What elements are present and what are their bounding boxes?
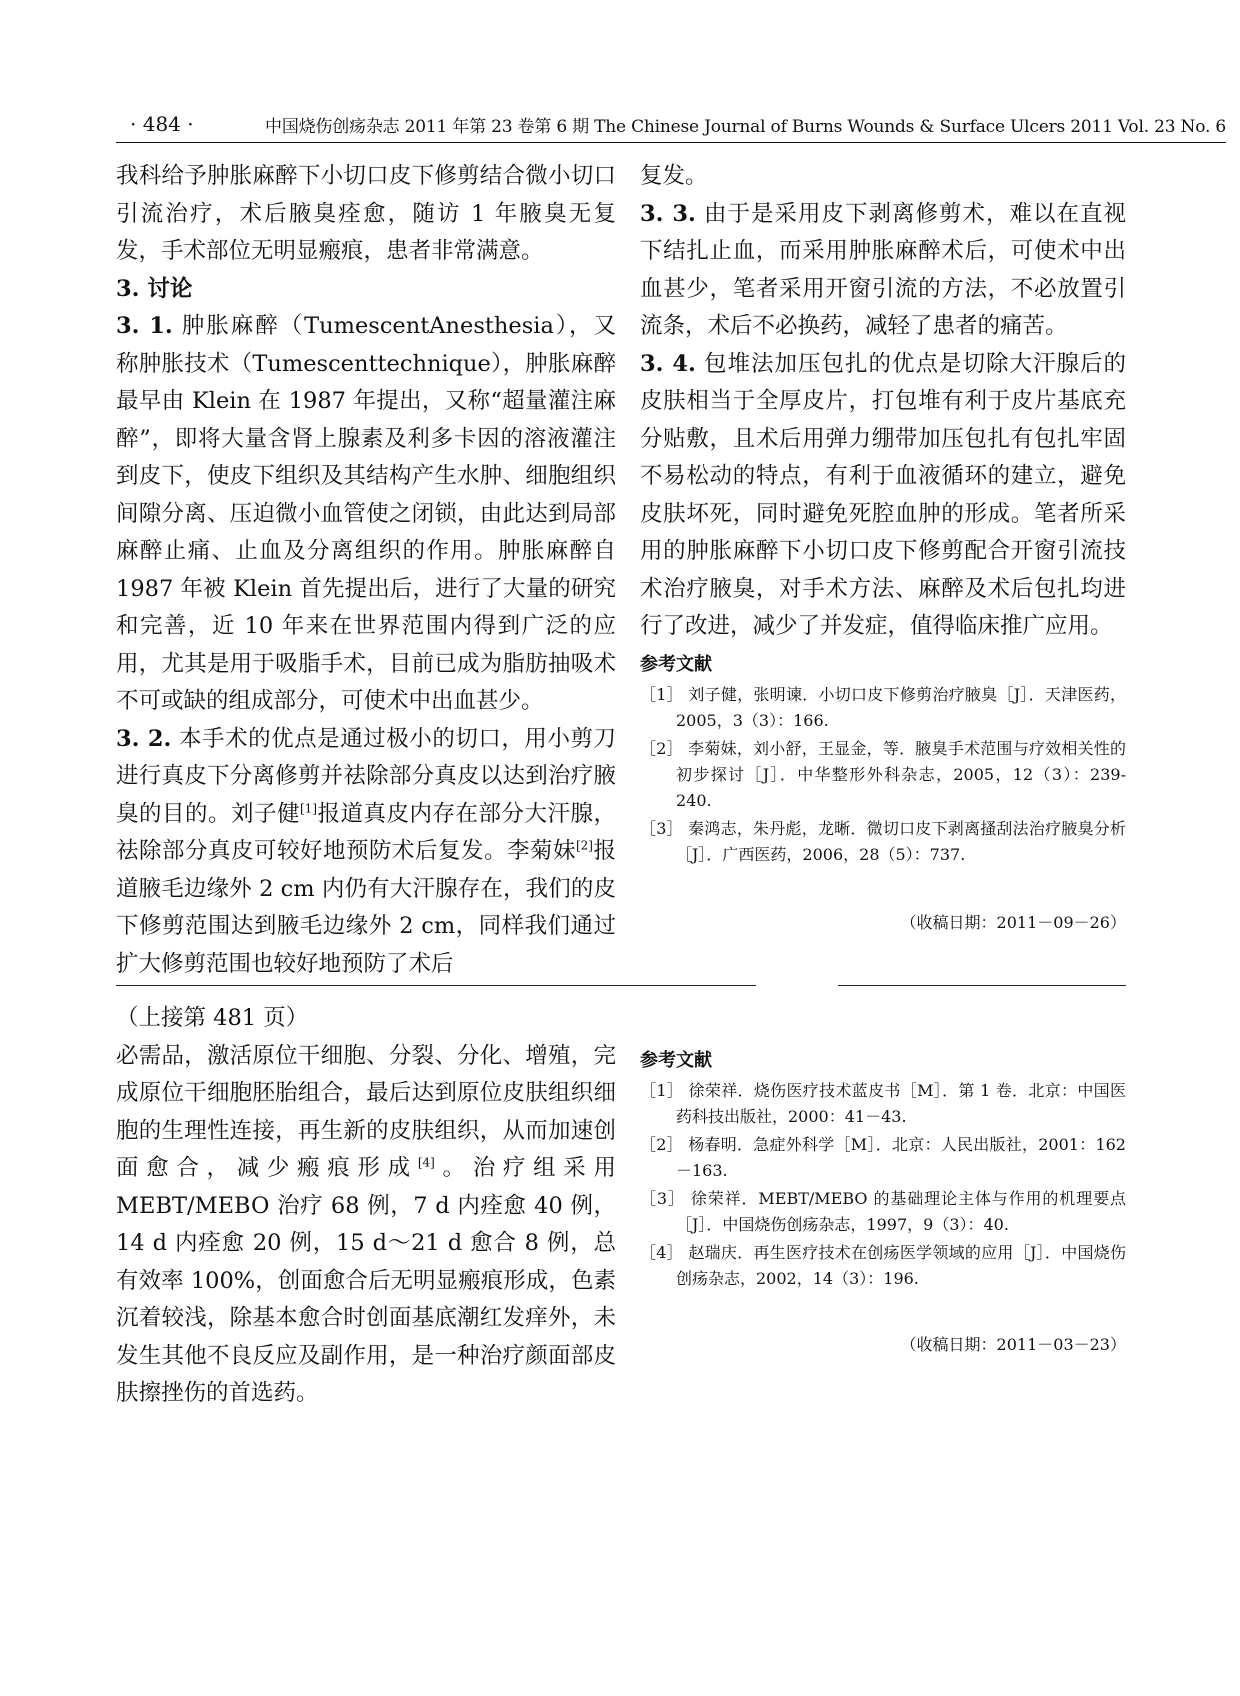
page-number: · 484 · (130, 112, 194, 136)
reference-item: ［2］ 李菊妹，刘小舒，王显金，等．腋臭手术范围与疗效相关性的初步探讨［J］．中华整形外科杂志，2005，12（3）：239-240. (640, 738, 1126, 810)
reference-item: ［4］ 赵瑞庆．再生医疗技术在创疡医学领域的应用［J］．中国烧伤创疡杂志，2002，14（3）：196. (640, 1243, 1126, 1288)
reference-item: ［3］ 徐荣祥．MEBT/MEBO 的基础理论主体与作用的机理要点［J］．中国烧伤创疡杂志，1997，9（3）：40. (640, 1189, 1126, 1234)
intro-paragraph: 我科给予肿胀麻醉下小切口皮下修剪结合微小切口引流治疗，术后腋臭痊愈，随访 1 年腋臭无复发，手术部位无明显瘢痕，患者非常满意。 (116, 163, 616, 264)
paragraph-text: 肿胀麻醉（TumescentAnesthesia），又称肿胀技术（Tumescenttechnique），肿胀麻醉最早由 Klein 在 1987 年提出，又称“超量灌注麻醉”，即将大量含肾上腺素及利多卡因的溶液灌注到皮下，使皮下组织及其结构产生水肿、细胞组织间隙分离、压迫微小血管使之闭锁，由此达到局部麻醉止痛、止血及分离组织的作用。肿胀麻醉自 1987 年被 Klein 首先提出后，进行了大量的研究和完善，近 10 年来在世界范围内得到广泛的应用，尤其是用于吸脂手术，目前已成为脂肪抽吸术不可或缺的组成部分，可使术中出血甚少。 (116, 313, 616, 714)
reference-item: ［3］ 秦鸿志，朱丹彪，龙晰．微切口皮下剥离搔刮法治疗腋臭分析［J］．广西医药，2006，28（5）：737. (640, 818, 1126, 864)
paragraph-3-1 (116, 308, 616, 721)
paragraph-3-4 (640, 346, 1126, 646)
section-divider-right (838, 985, 1126, 986)
paragraph-text: 包堆法加压包扎的优点是切除大汗腺后的皮肤相当于全厚皮片，打包堆有利于皮片基底充分贴敷，且术后用弹力绷带加压包扎有包扎牢固不易松动的特点，有利于血液循环的建立，避免皮肤坏死，同时避免死腔血肿的形成。笔者所采用的肿胀麻醉下小切口皮下修剪配合开窗引流技术治疗腋臭，对手术方法、麻醉及术后包扎均进行了改进，减少了并发症，值得临床推广应用。 (640, 350, 1126, 639)
paragraph-number: 3. 1. (116, 313, 173, 339)
paragraph-number: 3. 4. (640, 350, 696, 377)
top-right-column (640, 158, 1126, 941)
bottom-left-column (116, 1000, 616, 1413)
paragraph-3-3 (640, 196, 1126, 346)
running-header (116, 112, 1226, 144)
reference-item: ［1］ 徐荣祥．烧伤医疗技术蓝皮书［M］．第 1 卷．北京：中国医药科技出版社，2000：41－43. (640, 1081, 1126, 1126)
paragraph-text: 。治疗组采用 MEBT/MEBO 治疗 68 例，7 d 内痊愈 40 例，14 d 内痊愈 20 例，15 d～21 d 愈合 8 例，总有效率 100%，创面愈合后无明显瘢痕形成，色素沉着较浅，除基本愈合时创面基底潮红发痒外，未发生其他不良反应及副作用，是一种治疗颜面部皮肤擦挫伤的首选药。 (116, 1155, 616, 1406)
continued-from-note: （上接第 481 页） (116, 1005, 309, 1031)
continued-text: 复发。 (640, 163, 708, 189)
paragraph-text: 由于是采用皮下剥离修剪术，难以在直视下结扎止血，而采用肿胀麻醉术后，可使术中出血甚少，笔者采用开窗引流的方法，不必放置引流条，术后不必换药，减轻了患者的痛苦。 (640, 200, 1126, 339)
header-rule (116, 142, 1226, 143)
references-title: 参考文献 (640, 1050, 712, 1071)
reference-item: ［1］ 刘子健，张明谏．小切口皮下修剪治疗腋臭［J］．天津医药，2005，3（3）：166. (640, 684, 1126, 730)
bottom-right-column (640, 1042, 1126, 1364)
paragraph-number: 3. 2. (116, 725, 172, 752)
journal-title: 中国烧伤创疡杂志 2011 年第 23 卷第 6 期 The Chinese Journal of Burns Wounds & Surface Ulcers 2011 Vol. 23 No. 6 (265, 117, 1226, 137)
reference-item: ［2］ 杨春明．急症外科学［M］．北京：人民出版社，2001：162－163. (640, 1135, 1126, 1180)
paragraph-text: 报道腋毛边缘外 2 cm 内仍有大汗腺存在，我们的皮下修剪范围达到腋毛边缘外 2 cm，同样我们通过扩大修剪范围也较好地预防了术后 (116, 838, 616, 977)
bottom-paragraph (116, 1038, 616, 1413)
top-left-column (116, 158, 616, 983)
received-date: （收稿日期：2011－09－26） (900, 912, 1126, 932)
section-heading-discussion: 3. 讨论 (116, 275, 193, 302)
references-title: 参考文献 (640, 653, 712, 675)
section-divider-left (116, 985, 756, 986)
paragraph-text: 必需品，激活原位干细胞、分裂、分化、增殖，完成原位干细胞胚胎组合，最后达到原位皮肤组织细胞的生理性连接，再生新的皮肤组织，从而加速创面愈合，减少瘢痕形成 (116, 1042, 616, 1181)
paragraph-text: 报道真皮内存在部分大汗腺，祛除部分真皮可较好地预防术后复发。李菊妹 (116, 800, 616, 864)
citation-ref: [2] (575, 838, 593, 853)
citation-ref: [4] (417, 1155, 435, 1170)
paragraph-number: 3. 3. (640, 200, 696, 227)
citation-ref: [1] (300, 801, 317, 815)
paragraph-text: 本手术的优点是通过极小的切口，用小剪刀进行真皮下分离修剪并祛除部分真皮以达到治疗腋臭的目的。刘子健 (116, 725, 616, 827)
paragraph-3-2 (116, 721, 616, 984)
received-date: （收稿日期：2011－03－23） (900, 1335, 1126, 1354)
